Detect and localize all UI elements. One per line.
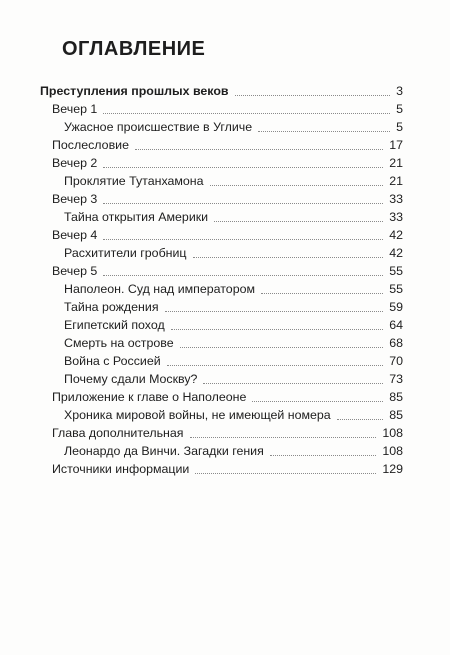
toc-entry-title: Вечер 5 xyxy=(52,264,98,278)
dot-leader xyxy=(235,94,391,96)
toc-entry-page: 42 xyxy=(389,246,403,260)
toc-entry-title: Тайна рождения xyxy=(64,300,159,314)
toc-entry-title: Наполеон. Суд над императором xyxy=(64,282,255,296)
toc-entry-page: 5 xyxy=(396,102,403,116)
toc-entry-page: 21 xyxy=(389,174,403,188)
toc-entry-title: Преступления прошлых веков xyxy=(40,84,229,98)
toc-entry-title: Вечер 2 xyxy=(52,156,98,170)
toc-entry-title: Ужасное происшествие в Угличе xyxy=(64,120,253,134)
toc-entry-page: 55 xyxy=(389,282,403,296)
toc-entry[interactable] xyxy=(0,460,450,478)
dot-leader xyxy=(171,328,384,330)
toc-entry-page: 85 xyxy=(389,408,403,422)
toc-entry-title: Приложение к главе о Наполеоне xyxy=(52,390,247,404)
dot-leader xyxy=(261,292,383,294)
toc-entry-page: 64 xyxy=(389,318,403,332)
toc-entry-page: 42 xyxy=(389,228,403,242)
toc-entry-page: 108 xyxy=(382,426,403,440)
toc-entry[interactable] xyxy=(0,154,450,172)
toc-entry-page: 73 xyxy=(389,372,403,386)
toc-entry[interactable] xyxy=(0,226,450,244)
toc-entry-page: 33 xyxy=(389,210,403,224)
toc-entry-title: Смерть на острове xyxy=(64,336,174,350)
toc-entry[interactable] xyxy=(0,244,450,262)
toc-entry[interactable] xyxy=(0,262,450,280)
toc-entry-title: Вечер 3 xyxy=(52,192,98,206)
toc-entry[interactable] xyxy=(0,82,450,100)
toc-entry-title: Почему сдали Москву? xyxy=(64,372,198,386)
toc-entry-title: Источники информации xyxy=(52,462,190,476)
toc-entry[interactable] xyxy=(0,388,450,406)
toc-entry-title: Египетский поход xyxy=(64,318,165,332)
page-title: ОГЛАВЛЕНИЕ xyxy=(62,38,206,60)
toc-entry[interactable] xyxy=(0,370,450,388)
toc-entry[interactable] xyxy=(0,100,450,118)
toc-entry[interactable] xyxy=(0,190,450,208)
toc-entry[interactable] xyxy=(0,136,450,154)
toc-entry-page: 55 xyxy=(389,264,403,278)
dot-leader xyxy=(210,184,384,186)
toc-entry-title: Война с Россией xyxy=(64,354,161,368)
toc-entry-page: 33 xyxy=(389,192,403,206)
toc-entry-page: 3 xyxy=(396,84,403,98)
dot-leader xyxy=(190,436,377,438)
toc-entry[interactable] xyxy=(0,442,450,460)
dot-leader xyxy=(258,130,390,132)
dot-leader xyxy=(203,382,383,384)
dot-leader xyxy=(195,472,376,474)
toc-entry-page: 68 xyxy=(389,336,403,350)
toc-entry-title: Глава дополнительная xyxy=(52,426,184,440)
toc-entry-page: 108 xyxy=(382,444,403,458)
dot-leader xyxy=(252,400,383,402)
dot-leader xyxy=(193,256,384,258)
toc-entry[interactable] xyxy=(0,316,450,334)
toc-entry-title: Тайна открытия Америки xyxy=(64,210,209,224)
toc-entry[interactable] xyxy=(0,208,450,226)
toc-entry[interactable] xyxy=(0,352,450,370)
toc-entry-page: 21 xyxy=(389,156,403,170)
toc-entry-title: Вечер 4 xyxy=(52,228,98,242)
dot-leader xyxy=(165,310,384,312)
dot-leader xyxy=(180,346,384,348)
dot-leader xyxy=(270,454,377,456)
dot-leader xyxy=(167,364,384,366)
dot-leader xyxy=(103,238,383,240)
toc-entry-title: Вечер 1 xyxy=(52,102,98,116)
toc-entry[interactable] xyxy=(0,298,450,316)
toc-entry[interactable] xyxy=(0,334,450,352)
toc-entry-page: 70 xyxy=(389,354,403,368)
toc-entry-page: 85 xyxy=(389,390,403,404)
toc-entry[interactable] xyxy=(0,172,450,190)
dot-leader xyxy=(214,220,383,222)
toc-entry-title: Послесловие xyxy=(52,138,129,152)
toc-entry[interactable] xyxy=(0,406,450,424)
toc-entry-title: Хроника мировой войны, не имеющей номера xyxy=(64,408,331,422)
toc-entry-page: 59 xyxy=(389,300,403,314)
toc-entry-page: 5 xyxy=(396,120,403,134)
dot-leader xyxy=(103,112,390,114)
toc-entry-title: Расхитители гробниц xyxy=(64,246,187,260)
dot-leader xyxy=(103,202,383,204)
toc-entry[interactable] xyxy=(0,118,450,136)
toc-entry-title: Проклятие Тутанхамона xyxy=(64,174,204,188)
toc-entry-page: 129 xyxy=(382,462,403,476)
toc-entry-title: Леонардо да Винчи. Загадки гения xyxy=(64,444,264,458)
dot-leader xyxy=(337,418,384,420)
dot-leader xyxy=(103,274,383,276)
toc-entry[interactable] xyxy=(0,280,450,298)
toc-entry-page: 17 xyxy=(389,138,403,152)
toc-entry[interactable] xyxy=(0,424,450,442)
dot-leader xyxy=(103,166,383,168)
dot-leader xyxy=(135,148,383,150)
